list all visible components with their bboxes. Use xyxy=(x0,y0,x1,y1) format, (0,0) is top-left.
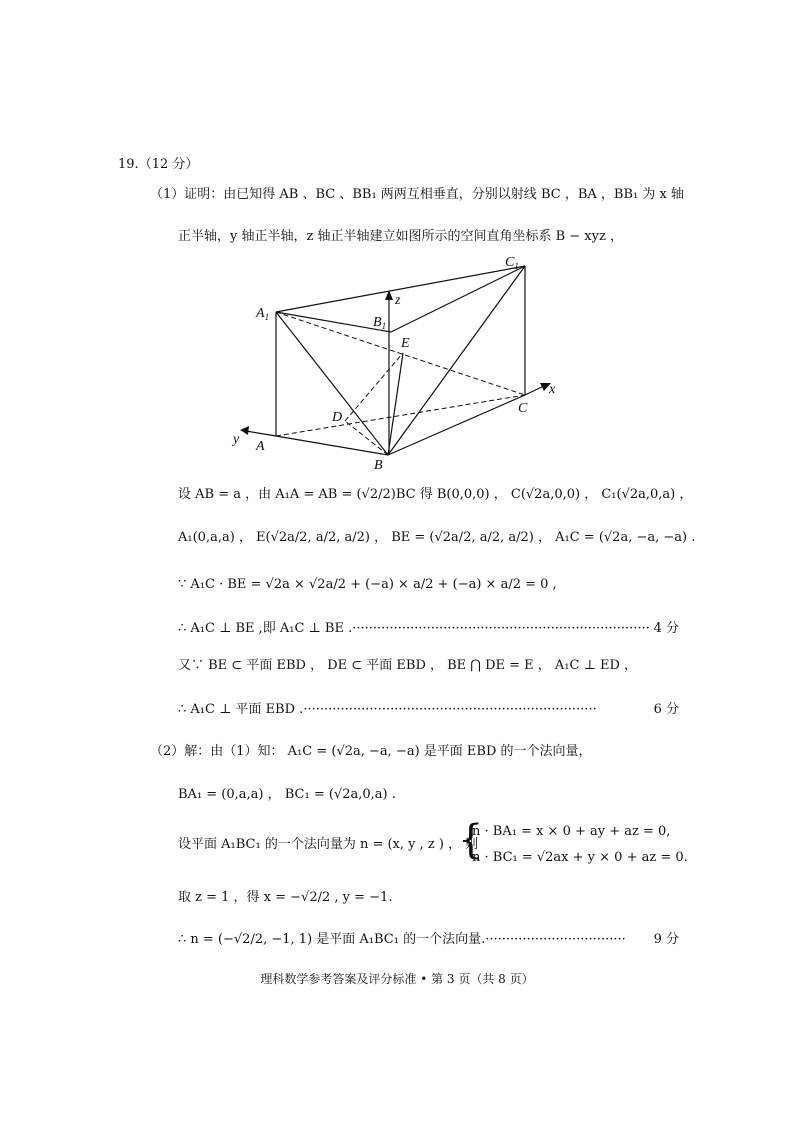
edge-a-b xyxy=(276,436,388,455)
edge-b1-c1 xyxy=(391,266,525,332)
part2-label: （2）解： xyxy=(150,744,211,759)
problem-number: 19. xyxy=(118,157,139,172)
edge-a1-c xyxy=(276,312,525,395)
label-c: C xyxy=(518,401,528,416)
problem-points: （12 分） xyxy=(138,157,199,172)
edge-b-c1 xyxy=(388,266,525,455)
part1-conclude-score: 6 分 xyxy=(653,702,679,717)
part1-coords-line: A₁(0,a,a) ， E(√2a/2, a/2, a/2) ， BE = (√2a/2, a/2, a/2) ， A₁C = (√2a, −a, −a) . xyxy=(178,530,696,545)
part1-conclude-line xyxy=(178,700,597,720)
part2-normal-text: 由（1）知： A₁C = (√2a, −a, −a) 是平面 EBD 的一个法向量， xyxy=(210,744,592,759)
system-brace: { xyxy=(458,817,484,863)
part1-perp-score: 4 分 xyxy=(653,621,679,636)
leader-dots: ········································································ xyxy=(352,621,650,636)
leader-dots: ·································· xyxy=(485,932,626,947)
part1-intro-line2: 正半轴，y 轴正半轴，z 轴正半轴建立如图所示的空间直角坐标系 B − xyz ， xyxy=(178,229,623,244)
part2-eq1: n · BA₁ = x × 0 + ay + az = 0, xyxy=(472,824,671,839)
label-x: x xyxy=(549,382,556,397)
part1-perp-line xyxy=(178,619,650,639)
edge-b-d xyxy=(345,421,388,455)
part1-intro-line1 xyxy=(150,185,684,205)
part1-conclude-text: ∴ A₁C ⊥ 平面 EBD . xyxy=(178,702,304,717)
label-b1: $B_1$ xyxy=(373,315,387,331)
edge-a-c xyxy=(276,395,525,436)
label-b: B xyxy=(374,458,383,473)
label-z: z xyxy=(395,293,401,308)
part1-also-line: 又∵ BE ⊂ 平面 EBD ， DE ⊂ 平面 EBD ， BE ⋂ DE = E ， A₁C ⊥ ED ， xyxy=(178,658,638,673)
part1-label: （1）证明： xyxy=(150,187,224,202)
part1-dot-line: ∵ A₁C · BE = √2a × √2a/2 + (−a) × a/2 + (−a) × a/2 = 0 , xyxy=(178,577,557,592)
edge-b-c xyxy=(388,395,525,455)
part2-set-normal: 设平面 A₁BC₁ 的一个法向量为 n = (x, y , z ) ， 则 xyxy=(178,837,479,852)
problem-header xyxy=(118,155,198,175)
leader-dots: ······································································· xyxy=(303,702,597,717)
label-a: A xyxy=(256,439,265,454)
label-c1: $C_1$ xyxy=(505,255,519,271)
part2-take-line: 取 z = 1 ，得 x = −√2/2 , y = −1. xyxy=(178,890,393,905)
part1-set-line: 设 AB = a ，由 A₁A = AB = (√2/2)BC 得 B(0,0,0) ， C(√2a,0,0) ， C₁(√2a,0,a) ， xyxy=(178,487,693,502)
axis-y-arrow xyxy=(240,426,249,435)
prism-figure xyxy=(228,250,568,475)
part2-final-text: ∴ n = (−√2/2, −1, 1) 是平面 A₁BC₁ 的一个法向量. xyxy=(178,932,486,947)
part2-vec-line: BA₁ = (0,a,a) ， BC₁ = (√2a,0,a) . xyxy=(178,787,396,802)
label-a1: $A_1$ xyxy=(256,306,270,322)
label-d: D xyxy=(332,410,343,425)
part1-intro1: 由已知得 AB 、BC 、BB₁ 两两互相垂直，分别以射线 BC ，BA ，BB₁ 为 x 轴 xyxy=(223,187,684,202)
part1-perp-text: ∴ A₁C ⊥ BE ,即 A₁C ⊥ BE . xyxy=(178,621,353,636)
axis-y xyxy=(246,431,276,436)
edge-a1-c1 xyxy=(276,266,525,312)
part2-final-line xyxy=(178,930,626,950)
page-footer: 理科数学参考答案及评分标准 • 第 3 页（共 8 页） xyxy=(260,972,534,986)
part2-eq2: n · BC₁ = √2ax + y × 0 + az = 0. xyxy=(472,850,688,865)
label-e: E xyxy=(401,336,410,351)
part2-final-score: 9 分 xyxy=(653,932,679,947)
label-y: y xyxy=(233,432,240,447)
edge-b-e xyxy=(388,353,403,455)
part2-normal-line xyxy=(150,742,592,762)
